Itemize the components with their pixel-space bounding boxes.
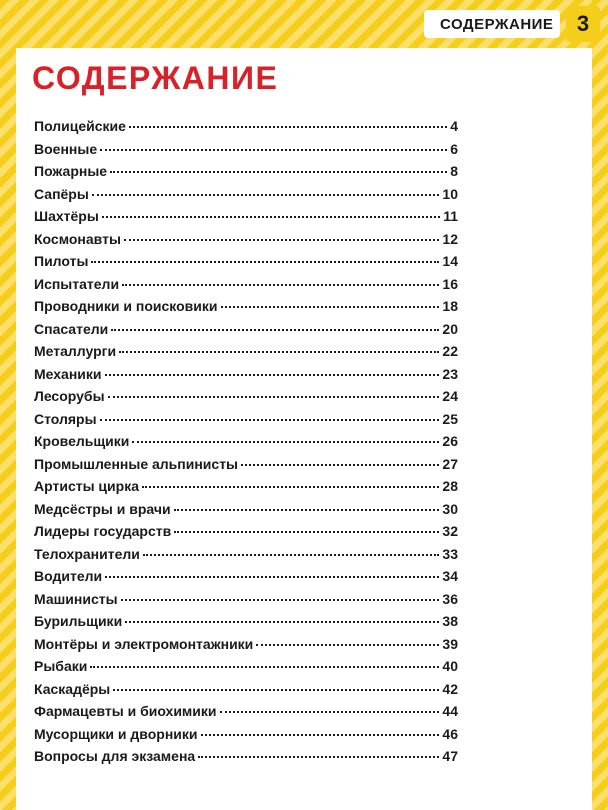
toc-entry-page: 44 bbox=[442, 703, 458, 719]
toc-entry[interactable] bbox=[34, 388, 458, 411]
toc-dot-leader bbox=[198, 756, 439, 758]
toc-entry-page: 22 bbox=[442, 343, 458, 359]
toc-dot-leader bbox=[241, 464, 439, 466]
toc-dot-leader bbox=[110, 171, 447, 173]
toc-entry[interactable] bbox=[34, 568, 458, 591]
toc-entry-page: 18 bbox=[442, 298, 458, 314]
toc-entry[interactable] bbox=[34, 658, 458, 681]
toc-entry-title: Телохранители bbox=[34, 545, 140, 562]
toc-dot-leader bbox=[119, 351, 439, 353]
toc-entry-title: Рыбаки bbox=[34, 658, 88, 674]
header-section-label: СОДЕРЖАНИЕ bbox=[440, 16, 554, 33]
toc-dot-leader bbox=[91, 261, 439, 263]
toc-entry-page: 33 bbox=[442, 545, 458, 562]
toc-entry[interactable] bbox=[34, 118, 458, 141]
toc-entry-page: 39 bbox=[442, 635, 458, 652]
toc-entry[interactable] bbox=[34, 433, 458, 456]
toc-entry-page: 8 bbox=[450, 163, 458, 179]
toc-entry-title: Испытатели bbox=[34, 275, 120, 292]
toc-entry-page: 46 bbox=[442, 725, 458, 742]
toc-dot-leader bbox=[221, 306, 440, 308]
toc-entry[interactable] bbox=[34, 186, 458, 209]
toc-dot-leader bbox=[102, 216, 440, 218]
toc-entry-title: Машинисты bbox=[34, 590, 118, 607]
toc-entry-page: 24 bbox=[442, 388, 458, 404]
toc-entry-title: Военные bbox=[34, 140, 98, 157]
toc-entry-page: 42 bbox=[442, 680, 458, 697]
toc-entry-page: 10 bbox=[442, 185, 458, 202]
toc-entry-title: Бурильщики bbox=[34, 613, 123, 629]
toc-entry-title: Фармацевты и биохимики bbox=[34, 703, 217, 719]
toc-dot-leader bbox=[111, 329, 439, 331]
toc-entry[interactable] bbox=[34, 366, 458, 389]
toc-entry-page: 11 bbox=[443, 208, 458, 224]
toc-entry[interactable] bbox=[34, 501, 458, 524]
toc-entry[interactable] bbox=[34, 748, 458, 771]
toc-dot-leader bbox=[100, 149, 447, 151]
page-number-badge: 3 bbox=[566, 6, 600, 42]
toc-entry-title: Проводники и поисковики bbox=[34, 298, 218, 314]
toc-dot-leader bbox=[92, 194, 440, 196]
toc-entry-title: Промышленные альпинисты bbox=[34, 455, 239, 472]
toc-entry-title: Полицейские bbox=[34, 118, 126, 134]
toc-entry[interactable] bbox=[34, 321, 458, 344]
toc-entry-page: 25 bbox=[442, 410, 458, 427]
toc-entry-title: Медсёстры и врачи bbox=[34, 500, 171, 517]
toc-entry[interactable] bbox=[34, 726, 458, 749]
toc-entry-page: 30 bbox=[442, 500, 458, 517]
toc-entry-title: Пилоты bbox=[34, 253, 89, 269]
toc-entry-page: 28 bbox=[442, 478, 458, 494]
toc-entry-page: 12 bbox=[442, 230, 458, 247]
toc-entry-title: Монтёры и электромонтажники bbox=[34, 635, 254, 652]
toc-dot-leader bbox=[174, 509, 440, 511]
toc-entry[interactable] bbox=[34, 141, 458, 164]
toc-entry-title: Механики bbox=[34, 365, 102, 382]
toc-entry-page: 4 bbox=[450, 118, 458, 134]
toc-entry-title: Каскадёры bbox=[34, 680, 111, 697]
toc-entry-title: Пожарные bbox=[34, 163, 108, 179]
toc-entry-title: Артисты цирка bbox=[34, 478, 139, 494]
table-of-contents bbox=[34, 118, 458, 771]
toc-entry[interactable] bbox=[34, 546, 458, 569]
toc-entry[interactable] bbox=[34, 523, 458, 546]
page-title: СОДЕРЖАНИЕ bbox=[32, 60, 279, 96]
toc-dot-leader bbox=[256, 644, 439, 646]
toc-dot-leader bbox=[132, 441, 439, 443]
toc-entry-page: 36 bbox=[442, 590, 458, 607]
toc-entry-page: 20 bbox=[442, 320, 458, 337]
toc-entry-page: 27 bbox=[442, 455, 458, 472]
toc-entry-title: Лидеры государств bbox=[34, 523, 172, 539]
toc-entry-title: Сапёры bbox=[34, 185, 89, 202]
toc-entry[interactable] bbox=[34, 343, 458, 366]
toc-dot-leader bbox=[122, 284, 439, 286]
decorative-stripe-left bbox=[0, 0, 16, 810]
toc-dot-leader bbox=[105, 374, 440, 376]
toc-entry[interactable] bbox=[34, 636, 458, 659]
toc-entry-title: Космонавты bbox=[34, 230, 121, 247]
toc-entry[interactable] bbox=[34, 613, 458, 636]
toc-entry-title: Водители bbox=[34, 568, 103, 584]
toc-dot-leader bbox=[174, 531, 439, 533]
toc-dot-leader bbox=[220, 711, 440, 713]
toc-entry[interactable] bbox=[34, 163, 458, 186]
toc-entry-page: 6 bbox=[450, 140, 458, 157]
toc-entry[interactable] bbox=[34, 231, 458, 254]
toc-entry-title: Вопросы для экзамена bbox=[34, 748, 196, 764]
toc-dot-leader bbox=[125, 621, 439, 623]
toc-entry-title: Спасатели bbox=[34, 320, 109, 337]
toc-dot-leader bbox=[129, 126, 447, 128]
toc-entry-title: Мусорщики и дворники bbox=[34, 725, 198, 742]
toc-dot-leader bbox=[143, 554, 440, 556]
toc-entry-title: Лесорубы bbox=[34, 388, 105, 404]
toc-entry[interactable] bbox=[34, 253, 458, 276]
toc-entry[interactable] bbox=[34, 478, 458, 501]
toc-entry-page: 26 bbox=[442, 433, 458, 449]
toc-dot-leader bbox=[108, 396, 440, 398]
toc-entry-page: 32 bbox=[442, 523, 458, 539]
toc-entry-title: Кровельщики bbox=[34, 433, 130, 449]
toc-entry-title: Столяры bbox=[34, 410, 97, 427]
toc-dot-leader bbox=[90, 666, 439, 668]
decorative-stripe-right bbox=[592, 0, 608, 810]
toc-entry-page: 16 bbox=[442, 275, 458, 292]
toc-dot-leader bbox=[121, 599, 440, 601]
toc-dot-leader bbox=[124, 239, 440, 241]
toc-entry-title: Металлурги bbox=[34, 343, 117, 359]
toc-entry-title: Шахтёры bbox=[34, 208, 99, 224]
toc-dot-leader bbox=[100, 419, 440, 421]
toc-dot-leader bbox=[142, 486, 439, 488]
toc-dot-leader bbox=[113, 689, 439, 691]
toc-entry-page: 34 bbox=[442, 568, 458, 584]
toc-entry-page: 40 bbox=[442, 658, 458, 674]
toc-entry[interactable] bbox=[34, 456, 458, 479]
toc-entry[interactable] bbox=[34, 411, 458, 434]
toc-entry[interactable] bbox=[34, 208, 458, 231]
toc-dot-leader bbox=[201, 734, 440, 736]
toc-entry[interactable] bbox=[34, 276, 458, 299]
toc-entry[interactable] bbox=[34, 703, 458, 726]
toc-entry-page: 14 bbox=[442, 253, 458, 269]
toc-entry[interactable] bbox=[34, 591, 458, 614]
toc-entry-page: 47 bbox=[442, 748, 458, 764]
toc-entry[interactable] bbox=[34, 681, 458, 704]
toc-entry-page: 23 bbox=[442, 365, 458, 382]
toc-entry[interactable] bbox=[34, 298, 458, 321]
toc-entry-page: 38 bbox=[442, 613, 458, 629]
toc-dot-leader bbox=[105, 576, 439, 578]
